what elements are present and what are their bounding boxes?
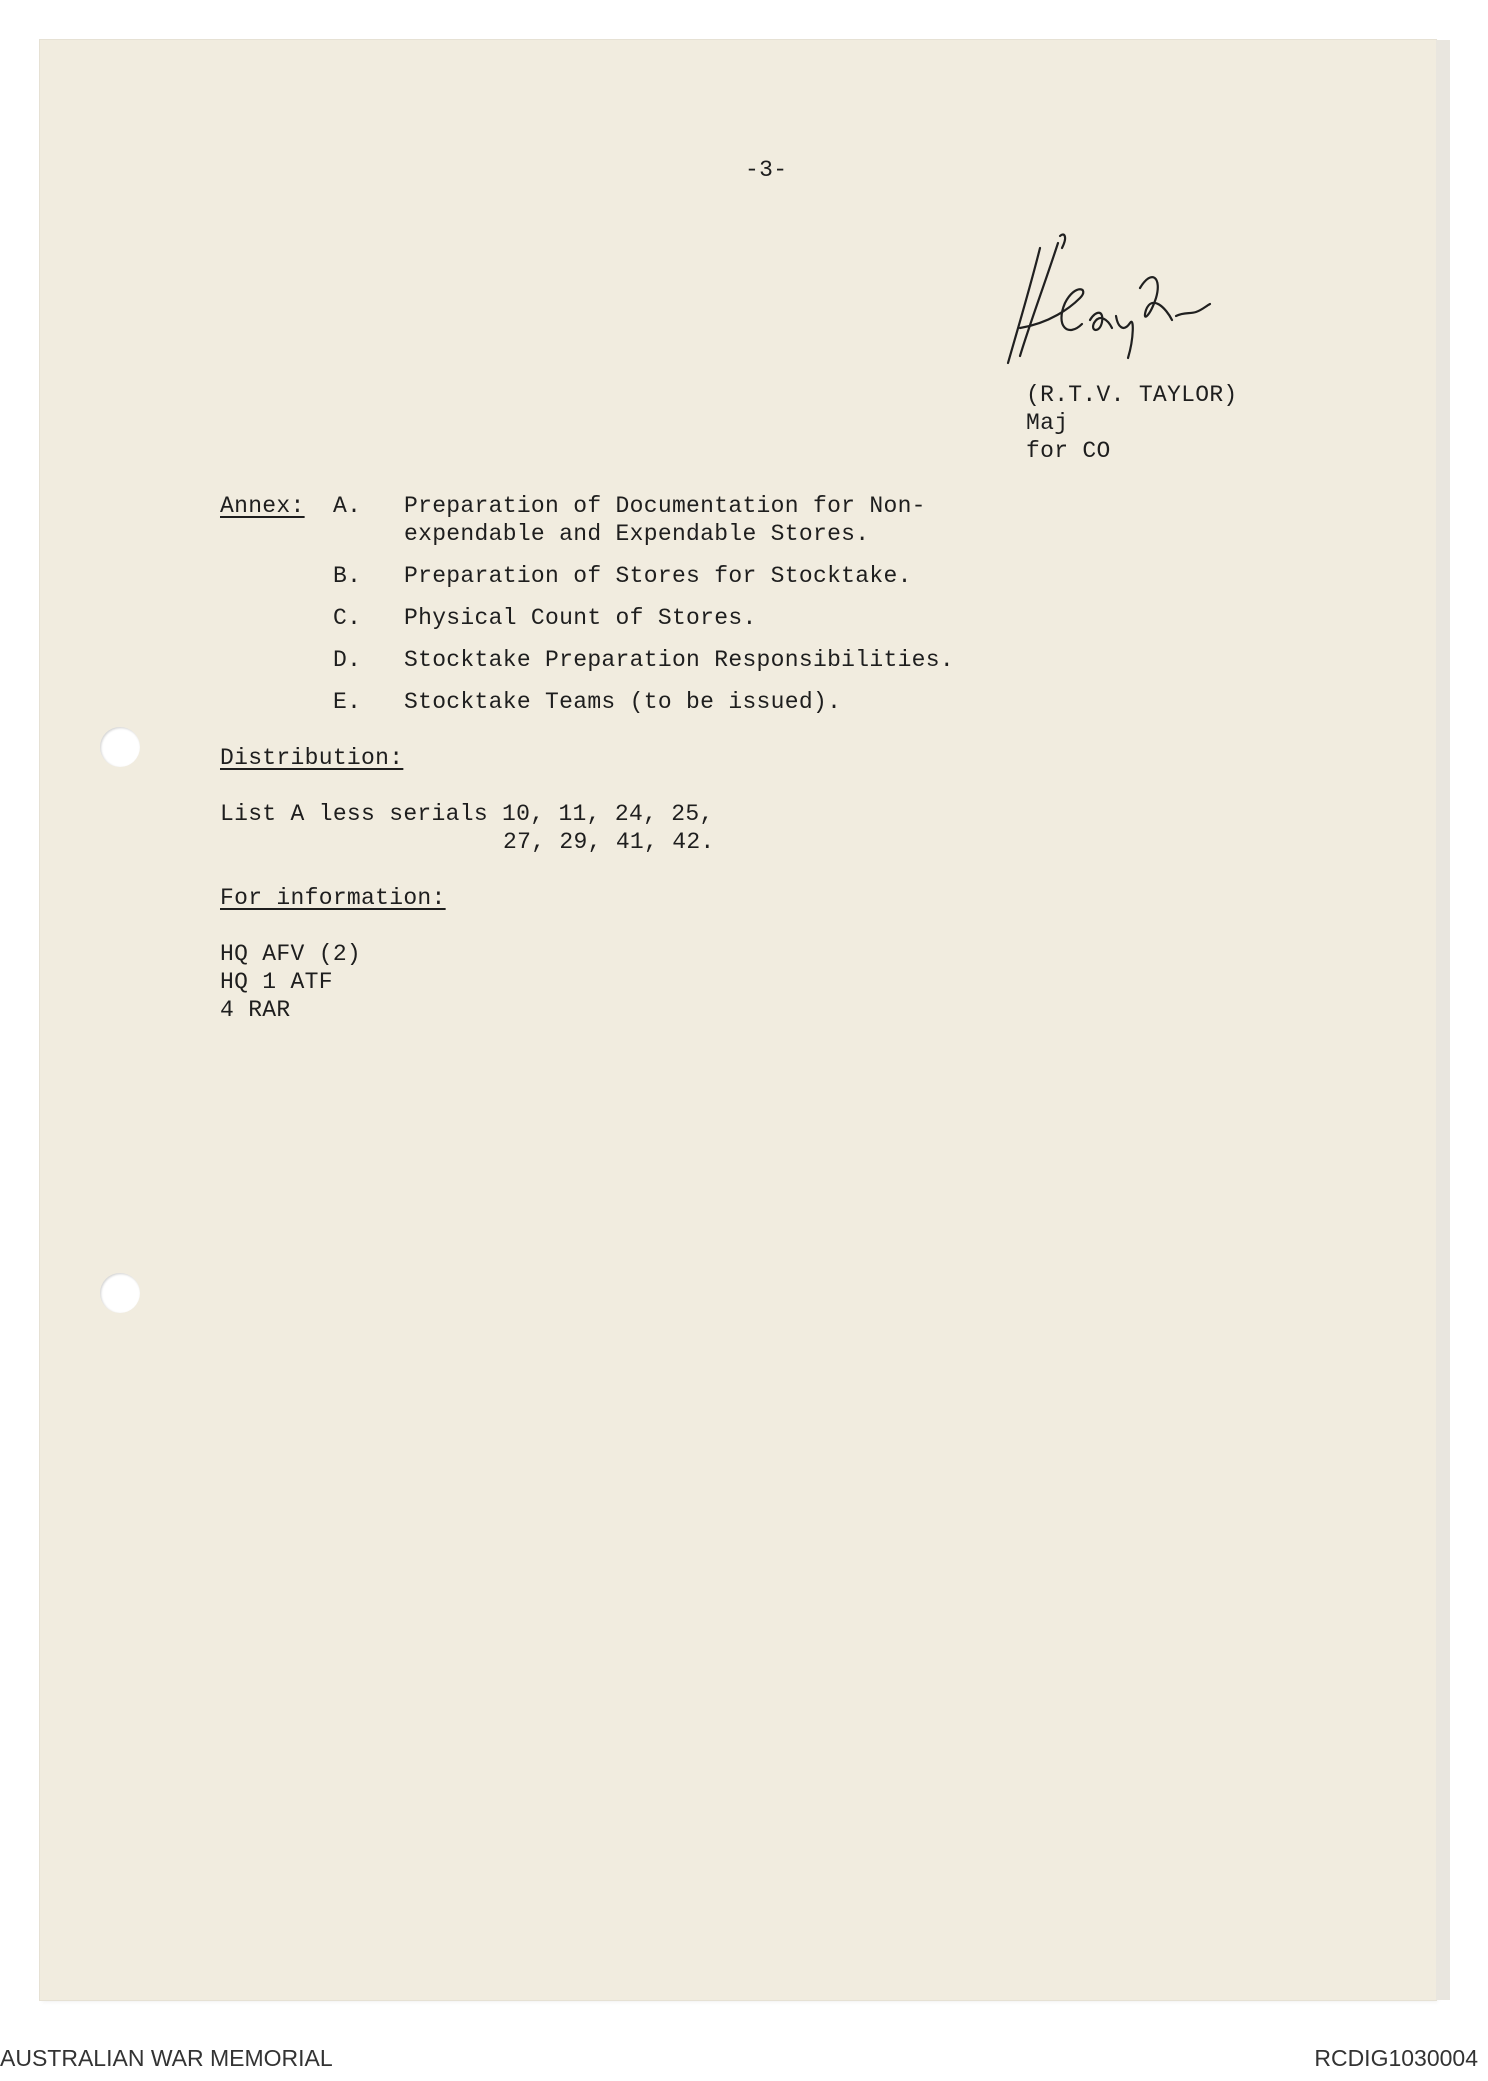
annex-item-b: Preparation of Stores for Stocktake.: [404, 563, 912, 589]
punch-hole-lower: [100, 1273, 140, 1313]
distribution-line-2: 27, 29, 41, 42.: [503, 829, 715, 855]
annex-letter-b: B.: [333, 563, 362, 589]
punch-hole-upper: [100, 727, 140, 767]
signatory-role: for CO: [1026, 438, 1111, 464]
info-recipient-3: 4 RAR: [220, 997, 291, 1023]
footer-institution: AUSTRALIAN WAR MEMORIAL: [0, 2045, 333, 2071]
signatory-rank: Maj: [1026, 410, 1069, 436]
annex-letter-e: E.: [333, 689, 362, 715]
handwritten-signature: [1000, 228, 1280, 378]
annex-letter-d: D.: [333, 647, 362, 673]
annex-letter-a: A.: [333, 493, 362, 519]
footer-reference: RCDIG1030004: [1314, 2045, 1478, 2071]
annex-item-a-line2: expendable and Expendable Stores.: [404, 521, 870, 547]
annex-item-c: Physical Count of Stores.: [404, 605, 757, 631]
annex-item-e: Stocktake Teams (to be issued).: [404, 689, 842, 715]
for-information-heading: For information:: [220, 885, 446, 911]
distribution-heading: Distribution:: [220, 745, 404, 771]
page-number: -3-: [745, 157, 788, 183]
annex-item-d: Stocktake Preparation Responsibilities.: [404, 647, 954, 673]
annex-label: Annex:: [220, 493, 305, 519]
distribution-line-1: List A less serials 10, 11, 24, 25,: [220, 801, 714, 827]
annex-item-a-line1: Preparation of Documentation for Non-: [404, 493, 926, 519]
info-recipient-2: HQ 1 ATF: [220, 969, 333, 995]
annex-letter-c: C.: [333, 605, 362, 631]
signatory-name: (R.T.V. TAYLOR): [1026, 382, 1238, 408]
info-recipient-1: HQ AFV (2): [220, 941, 362, 967]
page-edge: [1436, 40, 1450, 2000]
